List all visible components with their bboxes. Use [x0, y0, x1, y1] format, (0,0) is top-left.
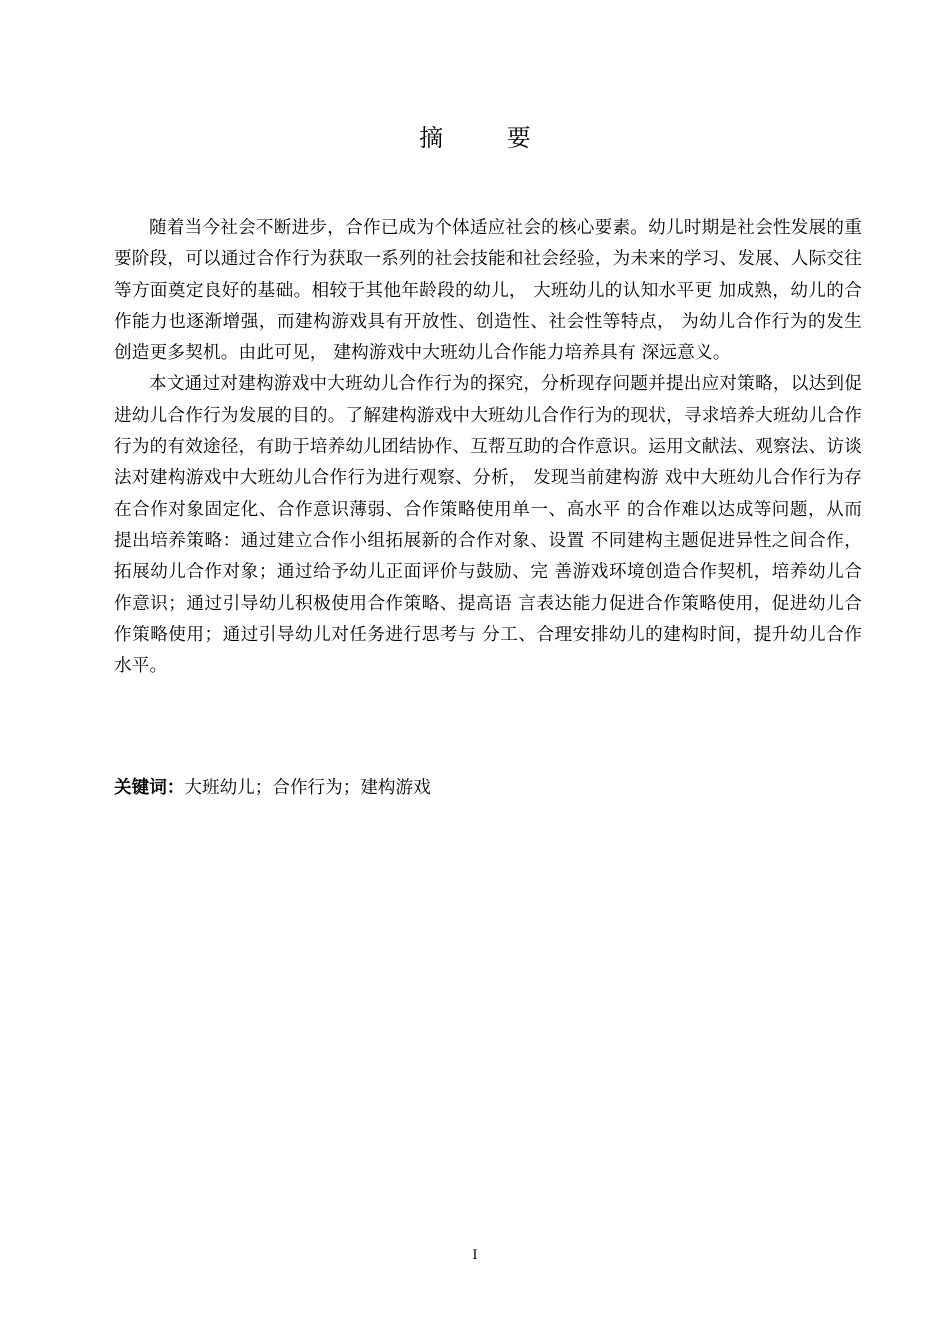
keywords-value: 大班幼儿；合作行为；建构游戏 — [184, 778, 431, 798]
keywords-line — [114, 773, 862, 804]
abstract-paragraph-1: 随着当今社会不断进步，合作已成为个体适应社会的核心要素。幼儿时期是社会性发展的重要阶段，可以通过合作行为获取一系列的社会技能和社会经验，为未来的学习、发展、人际交往等方面奠定良好的基础。相较于其他年龄段的幼儿， 大班幼儿的认知水平更 加成熟，幼儿的合作能力也逐渐增强，而建构游戏具有开放性、创造性、社会性等特点， 为幼儿合作行为的发生创造更多契机。由此可见， 建构游戏中大班幼儿合作能力培养具有 深远意义。 — [114, 218, 862, 364]
page-number: I — [472, 1248, 478, 1263]
abstract-body — [114, 213, 862, 682]
abstract-paragraph-2: 本文通过对建构游戏中大班幼儿合作行为的探究，分析现存问题并提出应对策略，以达到促进幼儿合作行为发展的目的。了解建构游戏中大班幼儿合作行为的现状，寻求培养大班幼儿合作行为的有效途径，有助于培养幼儿团结协作、互帮互助的合作意识。运用文献法、观察法、访谈法对建构游戏中大班幼儿合作行为进行观察、分析， 发现当前建构游 戏中大班幼儿合作行为存在合作对象固定化、合作意识薄弱、合作策略使用单一、高水平 的合作难以达成等问题，从而提出培养策略：通过建立合作小组拓展新的合作对象、设置 不同建构主题促进异性之间合作，拓展幼儿合作对象；通过给予幼儿正面评价与鼓励、完 善游戏环境创造合作契机，培养幼儿合作意识；通过引导幼儿积极使用合作策略、提高语 言表达能力促进合作策略使用，促进幼儿合作策略使用；通过引导幼儿对任务进行思考与 分工、合理安排幼儿的建构时间，提升幼儿合作水平。 — [114, 374, 862, 677]
abstract-title: 摘 要 — [419, 124, 559, 152]
keywords-label: 关键词： — [114, 778, 185, 798]
